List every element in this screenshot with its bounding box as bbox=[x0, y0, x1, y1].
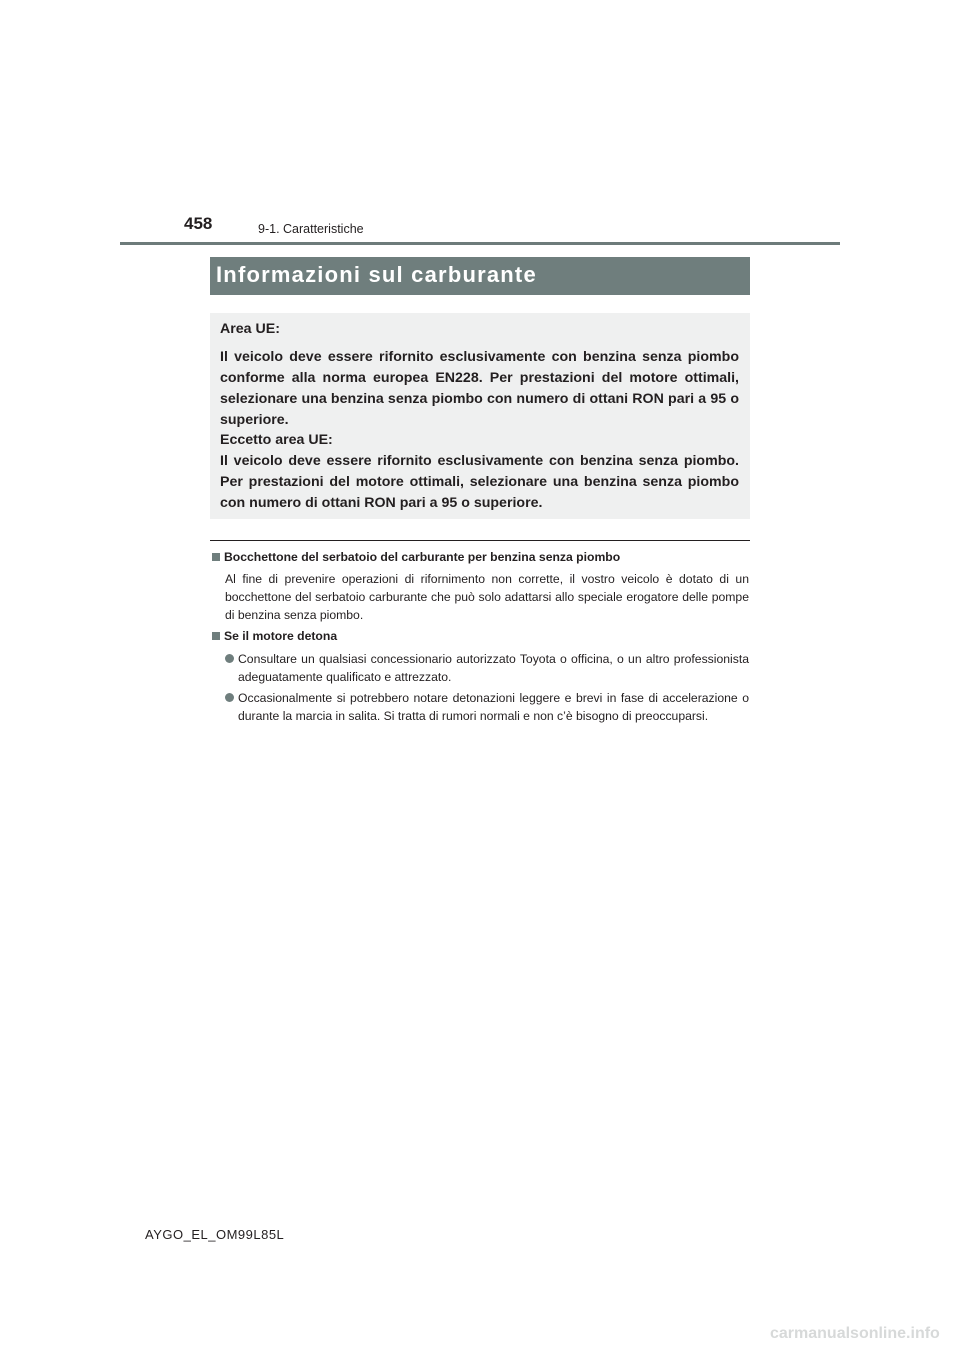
page-number: 458 bbox=[184, 214, 213, 233]
watermark: carmanualsonline.info bbox=[770, 1325, 940, 1342]
square-bullet-icon bbox=[212, 553, 220, 561]
filler-neck-text: Al fine di prevenire operazioni di rifornimento non corrette, il vostro veicolo è dotato di un bocchettone del serbatoio carburante che può solo adattarsi allo speciale erogatore delle pompe di benzina senza piombo. bbox=[225, 572, 749, 622]
circle-bullet-icon bbox=[225, 654, 234, 663]
section-label: 9-1. Caratteristiche bbox=[258, 222, 364, 236]
page-title: Informazioni sul carburante bbox=[216, 262, 537, 287]
heading-filler-neck bbox=[212, 550, 620, 564]
section-divider bbox=[210, 540, 750, 541]
header-rule bbox=[120, 242, 840, 245]
non-eu-text: Il veicolo deve essere rifornito esclusivamente con benzina senza piombo. Per prestazioni del motore ottimali, selezionare una benzina senza piombo con numero di ottani RON pari a 95 o superiore. bbox=[220, 453, 739, 511]
non-eu-label: Eccetto area UE: bbox=[220, 432, 333, 448]
square-bullet-icon bbox=[212, 632, 220, 640]
footer-code: AYGO_EL_OM99L85L bbox=[145, 1227, 285, 1242]
heading-engine-knock-text: Se il motore detona bbox=[224, 629, 338, 643]
heading-engine-knock bbox=[212, 629, 337, 643]
eu-block bbox=[220, 319, 739, 431]
heading-filler-neck-text: Bocchettone del serbatoio del carburante per benzina senza piombo bbox=[224, 550, 621, 564]
circle-bullet-icon bbox=[225, 693, 234, 702]
fuel-info-box bbox=[210, 313, 750, 519]
non-eu-block bbox=[220, 430, 739, 514]
eu-label: Area UE: bbox=[220, 321, 280, 337]
bullet-item: Occasionalmente si potrebbero notare detonazioni leggere e brevi in fase di accelerazione o durante la marcia in salita. Si tratta di rumori normali e non c’è bisogno di preoccuparsi. bbox=[238, 691, 749, 723]
bullet-item: Consultare un qualsiasi concessionario autorizzato Toyota o officina, o un altro professionista adeguatamente qualificato e attrezzato. bbox=[238, 652, 749, 684]
eu-text: Il veicolo deve essere rifornito esclusivamente con benzina senza piombo conforme alla norma europea EN228. Per prestazioni del motore ottimali, selezionare una benzina senza piombo con numero di ottani RON pari a 95 o superiore. bbox=[220, 349, 739, 428]
title-bar bbox=[210, 257, 750, 295]
